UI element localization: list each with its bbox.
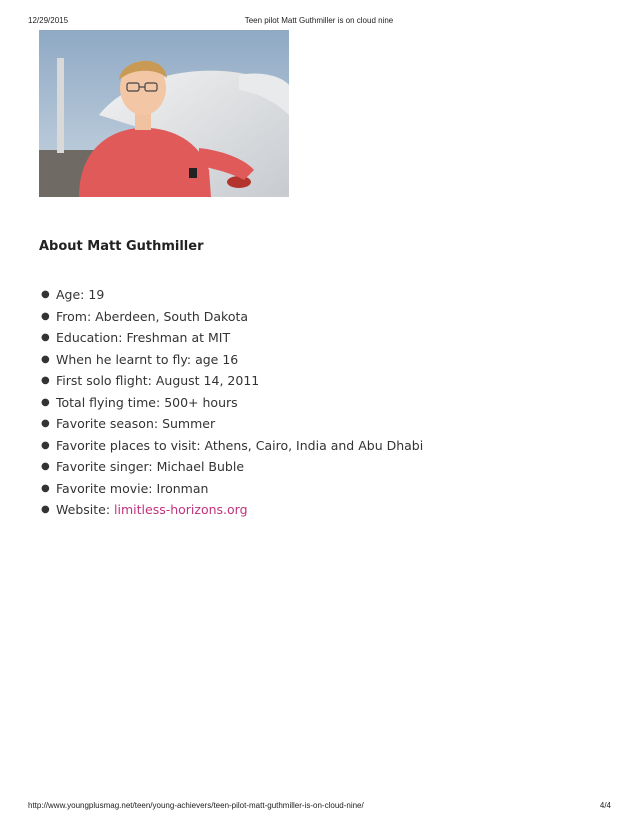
fact-value: 500+ hours <box>164 394 238 410</box>
pilot-photo <box>39 30 289 197</box>
bullet-icon: ● <box>41 504 50 515</box>
fact-label: Age: <box>56 287 85 302</box>
fact-label: Favorite singer: <box>56 459 153 474</box>
bullet-icon: ● <box>41 310 50 322</box>
fact-value: Aberdeen, South Dakota <box>95 308 249 324</box>
fact-value: Athens, Cairo, India and Abu Dhabi <box>204 437 424 453</box>
list-item-season <box>39 413 423 435</box>
bullet-icon: ● <box>41 418 50 429</box>
fact-label: Website: <box>56 502 111 517</box>
list-item-education <box>39 327 423 349</box>
fact-value: 19 <box>88 287 105 302</box>
print-date: 12/29/2015 <box>28 16 69 25</box>
fact-label: First solo flight: <box>56 373 152 388</box>
fact-value: Ironman <box>156 480 209 496</box>
fact-label: Favorite movie: <box>56 480 153 496</box>
list-item-first-solo <box>39 370 423 392</box>
about-heading: About Matt Guthmiller <box>39 239 204 254</box>
fact-label: When he learnt to fly: <box>56 351 192 367</box>
print-header <box>0 16 638 26</box>
list-item-age <box>39 284 423 306</box>
list-item-website <box>39 499 423 521</box>
fact-value: August 14, 2011 <box>155 373 260 388</box>
fact-label: Total flying time: <box>56 394 161 410</box>
list-item-flying-time <box>39 392 423 414</box>
fact-value: age 16 <box>195 351 239 367</box>
bullet-icon: ● <box>41 332 50 343</box>
page-number: 4/4 <box>599 801 611 810</box>
bullet-icon: ● <box>41 439 50 451</box>
fact-value: Michael Buble <box>156 459 245 474</box>
fact-label: Education: <box>56 330 123 345</box>
list-item-movie <box>39 478 423 500</box>
fact-value: Summer <box>162 416 216 431</box>
list-item-places <box>39 435 423 457</box>
fact-label: Favorite places to visit: <box>56 437 201 453</box>
bullet-icon: ● <box>41 396 50 408</box>
bullet-icon: ● <box>41 482 50 494</box>
print-url: http://www.youngplusmag.net/teen/young-achievers/teen-pilot-matt-guthmiller-is-on-cloud-nine/ <box>28 801 364 810</box>
print-footer <box>0 801 638 811</box>
list-item-learnt-to-fly <box>39 349 423 371</box>
fact-label: From: <box>56 308 92 324</box>
fact-label: Favorite season: <box>56 416 159 431</box>
pilot-photo-illustration <box>39 30 289 197</box>
bullet-icon: ● <box>41 375 50 386</box>
list-item-from <box>39 306 423 328</box>
fact-value: Freshman at MIT <box>126 330 231 345</box>
facts-list <box>39 284 423 521</box>
bullet-icon: ● <box>41 353 50 365</box>
list-item-singer <box>39 456 423 478</box>
website-link[interactable]: limitless-horizons.org <box>114 502 248 517</box>
bullet-icon: ● <box>41 461 50 472</box>
print-page-title: Teen pilot Matt Guthmiller is on cloud nine <box>244 16 394 25</box>
bullet-icon: ● <box>41 289 50 300</box>
